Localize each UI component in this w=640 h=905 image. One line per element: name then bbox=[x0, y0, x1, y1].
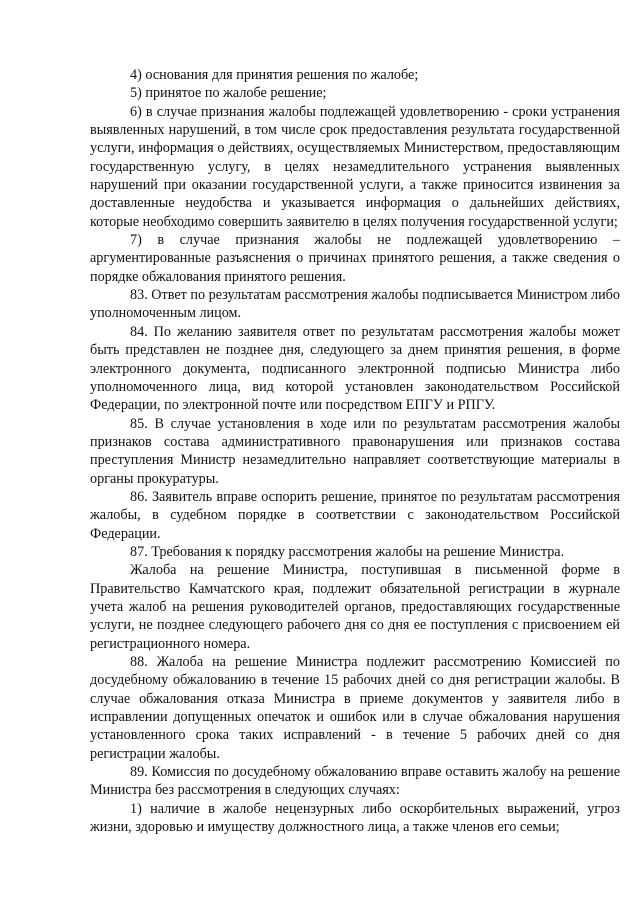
clause-84: 84. По желанию заявителя ответ по результатам рассмотрения жалобы может быть представлен не позднее дня, следующего за днем принятия решения, в форме электронного документа, подписанного электронной подписью Министра либо уполномоченного лица, вид которой установлен законодательством Российской Федерации, по электронной почте или посредством ЕПГУ и РПГУ. bbox=[90, 323, 620, 414]
list-item-4: 4) основания для принятия решения по жалобе; bbox=[130, 67, 419, 83]
clause-86: 86. Заявитель вправе оспорить решение, принятое по результатам рассмотрения жалобы, в судебном порядке в соответствии с законодательством Российской Федерации. bbox=[90, 488, 620, 542]
clause-87: 87. Требования к порядку рассмотрения жалобы на решение Министра. bbox=[130, 543, 565, 560]
clause-88: 88. Жалоба на решение Министра подлежит рассмотрению Комиссией по досудебному обжалованию в течение 15 рабочих дней со дня регистрации жалобы. В случае обжалования отказа Министра в приеме документов у заявителя либо в исправлении допущенных опечаток и ошибок или в случае обжалования нарушения установленного срока таких исправлений - в течение 5 рабочих дней со дня регистрации жалобы. bbox=[90, 654, 620, 762]
list-item-6: 6) в случае признания жалобы подлежащей удовлетворению - сроки устранения выявленных нарушений, в том числе срок предоставления результата государственной услуги, информация о действиях, осуществляемых Министерством, предоставляющим государственную услугу, в целях незамедлительного устранения выявленных нарушений при оказании государственной услуги, а также приносится извинения за доставленные неудобства и указывается информация о дальнейших действиях, которые необходимо совершить заявителю в целях получения государственной услуги; bbox=[90, 103, 620, 230]
list-item-7: 7) в случае признания жалобы не подлежащей удовлетворению – аргументированные разъяснения о причинах принятого решения, а также сведения о порядке обжалования принятого решения. bbox=[90, 232, 620, 285]
clause-85: 85. В случае установления в ходе или по результатам рассмотрения жалобы признаков состава административного правонарушения или признаков состава преступления Министр незамедлительно направляет соответствующие материалы в органы прокуратуры. bbox=[90, 415, 620, 487]
clause-87-text: Жалоба на решение Министра, поступившая в письменной форме в Правительство Камчатского края, подлежит обязательной регистрации в журнале учета жалоб на решения руководителей органов, предоставляющих государственные услуги, не позднее следующего рабочего дня со дня ее поступления с присвоением ей регистрационного номера. bbox=[90, 562, 620, 652]
clause-83: 83. Ответ по результатам рассмотрения жалобы подписывается Министром либо уполномоченным лицом. bbox=[90, 287, 620, 322]
clause-89-item-1: 1) наличие в жалобе нецензурных либо оскорбительных выражений, угроз жизни, здоровью и имуществу должностного лица, а также членов его семьи; bbox=[90, 800, 620, 836]
document-body bbox=[90, 66, 620, 836]
list-item-5: 5) принятое по жалобе решение; bbox=[130, 85, 327, 102]
clause-89: 89. Комиссия по досудебному обжалованию вправе оставить жалобу на решение Министра без рассмотрения в следующих случаях: bbox=[90, 764, 620, 799]
